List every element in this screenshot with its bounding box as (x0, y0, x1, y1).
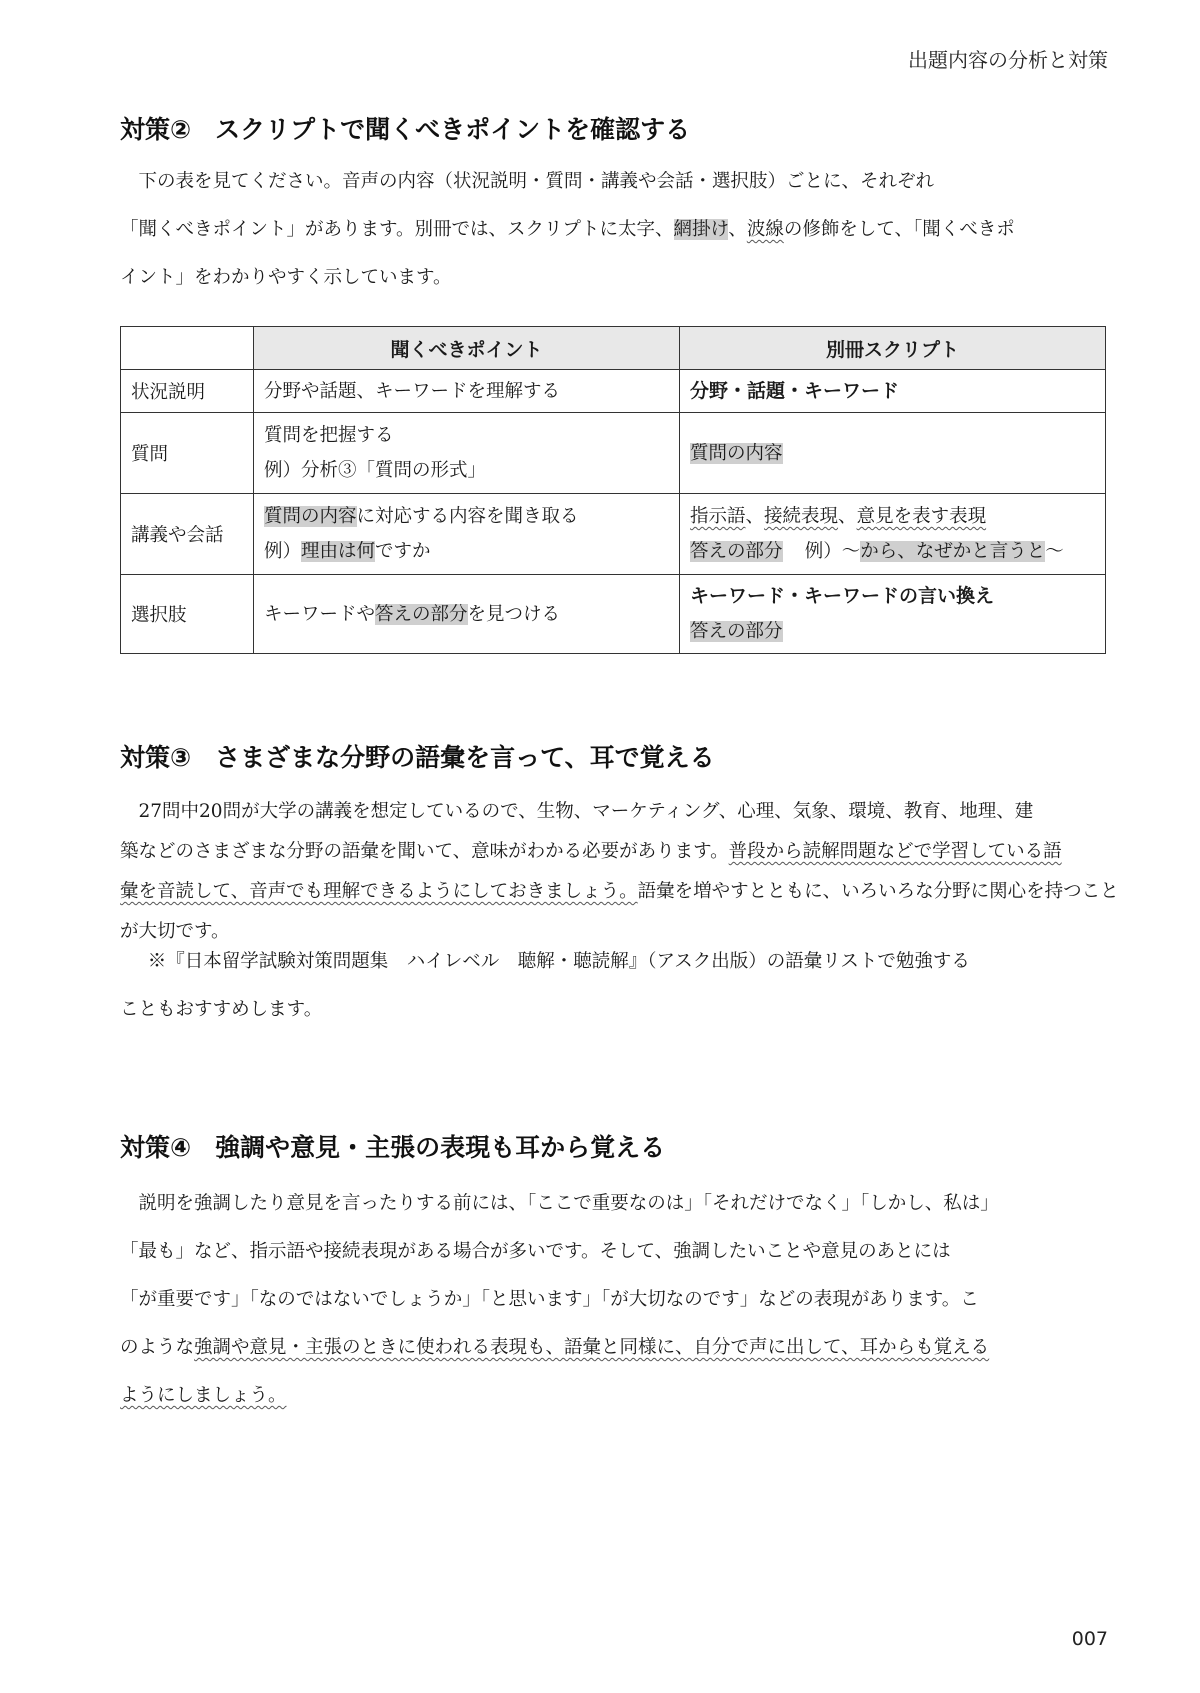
text-run: 例）～ (804, 541, 861, 562)
text-run: 例） (264, 541, 302, 562)
section-title: 強調や意見・主張の表現も耳から覚える (215, 1133, 666, 1162)
running-head: 出題内容の分析と対策 (908, 48, 1108, 72)
table-row (121, 494, 1106, 575)
cell-text (264, 597, 669, 632)
row-label: 講義や会話 (121, 494, 254, 575)
text-line: 27問中20問が大学の講義を想定しているので、生物、マーケティング、心理、気象、環境、教育、地理、建 (138, 801, 1034, 822)
wavy-underlined-text: 強調や意見・主張のときに使われる表現も、語彙と同様に、自分で声に出して、耳からも覚える (194, 1337, 990, 1358)
cell-text (264, 499, 669, 534)
shaded-text: 答えの部分 (690, 621, 783, 642)
script-cell (680, 494, 1106, 575)
shaded-text: 理由は何 (301, 541, 376, 562)
section-heading-3 (120, 738, 715, 774)
text-run: の修飾をして、「聞くべきポ (783, 219, 1015, 240)
section-number: 対策② (120, 115, 192, 144)
table-header-empty (121, 327, 254, 370)
text-run: 、 (745, 506, 765, 527)
cell-text: 分野や話題、キーワードを理解する (264, 380, 561, 402)
script-cell (680, 370, 1106, 413)
text-line: 「最も」など、指示語や接続表現がある場合が多いです。そして、強調したいことや意見のあとには (120, 1241, 951, 1262)
wavy-underlined-text: 指示語 (690, 506, 746, 527)
points-cell (254, 494, 680, 575)
section2-paragraph (120, 158, 1106, 302)
table-header-points: 聞くべきポイント (254, 327, 680, 370)
wavy-underlined-text: 彙を音読して、音声でも理解できるようにしておきましょう。 (120, 881, 638, 902)
shaded-text: 答えの部分 (690, 541, 783, 562)
text-line: 下の表を見てください。音声の内容（状況説明・質問・講義や会話・選択肢）ごとに、それぞれ (138, 171, 935, 192)
cell-text: 例）分析③「質問の形式」 (264, 460, 487, 481)
shaded-text: 質問の内容 (264, 506, 357, 527)
table-header-script: 別冊スクリプト (680, 327, 1106, 370)
text-run: 、 (728, 219, 747, 240)
bold-text: キーワード・キーワードの言い換え (690, 585, 995, 607)
row-label: 質問 (121, 413, 254, 494)
points-table (120, 326, 1106, 654)
section3-note (120, 938, 1106, 1034)
points-cell (254, 575, 680, 654)
text-run: キーワードや (264, 603, 376, 625)
row-label: 状況説明 (121, 370, 254, 413)
table-row (121, 413, 1106, 494)
shaded-text: 質問の内容 (690, 442, 783, 464)
wavy-underlined-text: ようにしましょう。 (120, 1385, 287, 1406)
section-title: さまざまな分野の語彙を言って、耳で覚える (215, 743, 715, 772)
section-number: 対策③ (120, 743, 192, 772)
text-run: のような (120, 1337, 195, 1358)
text-run: 築などのさまざまな分野の語彙を聞いて、意味がわかる必要があります。 (120, 841, 729, 862)
text-line: ※『日本留学試験対策問題集 ハイレベル 聴解・聴読解』（アスク出版）の語彙リストで勉強する (147, 951, 970, 972)
text-run: を見つける (467, 603, 561, 625)
text-line (120, 1372, 1106, 1420)
shaded-text: から、なぜかと言うと (860, 541, 1046, 562)
cell-text: 質問を把握する (264, 425, 394, 446)
wavy-underlined-text: 波線 (746, 219, 784, 240)
text-run: 「聞くべきポイント」があります。別冊では、スクリプトに太字、 (120, 219, 674, 240)
cell-text (690, 499, 1095, 534)
script-cell (680, 413, 1106, 494)
text-line: こともおすすめします。 (120, 999, 323, 1020)
points-cell (254, 413, 680, 494)
text-run: 、 (838, 506, 857, 527)
text-run: ですか (375, 541, 431, 562)
text-run: に対応する内容を聞き取る (356, 506, 579, 527)
page-number: 007 (1071, 1628, 1108, 1650)
text-line (120, 872, 1119, 912)
section4-paragraph (120, 1180, 1106, 1420)
text-run: 語彙を増やすとともに、いろいろな分野に関心を持つこと (637, 881, 1119, 902)
text-run: ～ (1045, 541, 1064, 562)
cell-text (264, 534, 669, 569)
wavy-underlined-text: 意見を表す表現 (856, 506, 987, 527)
cell-text (690, 534, 1095, 569)
text-line: イント」をわかりやすく示しています。 (120, 267, 452, 288)
table-header-row (121, 327, 1106, 370)
text-line (120, 206, 1106, 254)
shaded-text: 答えの部分 (375, 603, 468, 625)
section-heading-2 (120, 110, 690, 146)
bold-text: 分野・話題・キーワード (690, 379, 900, 402)
section-heading-4 (120, 1128, 665, 1164)
table-row (121, 370, 1106, 413)
table-row (121, 575, 1106, 654)
script-cell (680, 575, 1106, 654)
shaded-text: 網掛け (673, 219, 729, 240)
text-line: 説明を強調したり意見を言ったりする前には、「ここで重要なのは」「それだけでなく」「しかし、私は」 (138, 1193, 999, 1214)
section-title: スクリプトで聞くべきポイントを確認する (215, 115, 691, 144)
text-line (120, 1324, 1106, 1372)
section-number: 対策④ (120, 1133, 192, 1162)
wavy-underlined-text: 接続表現 (764, 506, 839, 527)
points-cell (254, 370, 680, 413)
text-line: 「が重要です」「なのではないでしょうか」「と思います」「が大切なのです」などの表現があります。こ (120, 1289, 979, 1310)
row-label: 選択肢 (121, 575, 254, 654)
wavy-underlined-text: 普段から読解問題などで学習している語 (728, 841, 1062, 862)
text-line (120, 832, 1106, 872)
section3-paragraph (120, 792, 1119, 952)
text-line: が大切です。 (120, 921, 230, 942)
